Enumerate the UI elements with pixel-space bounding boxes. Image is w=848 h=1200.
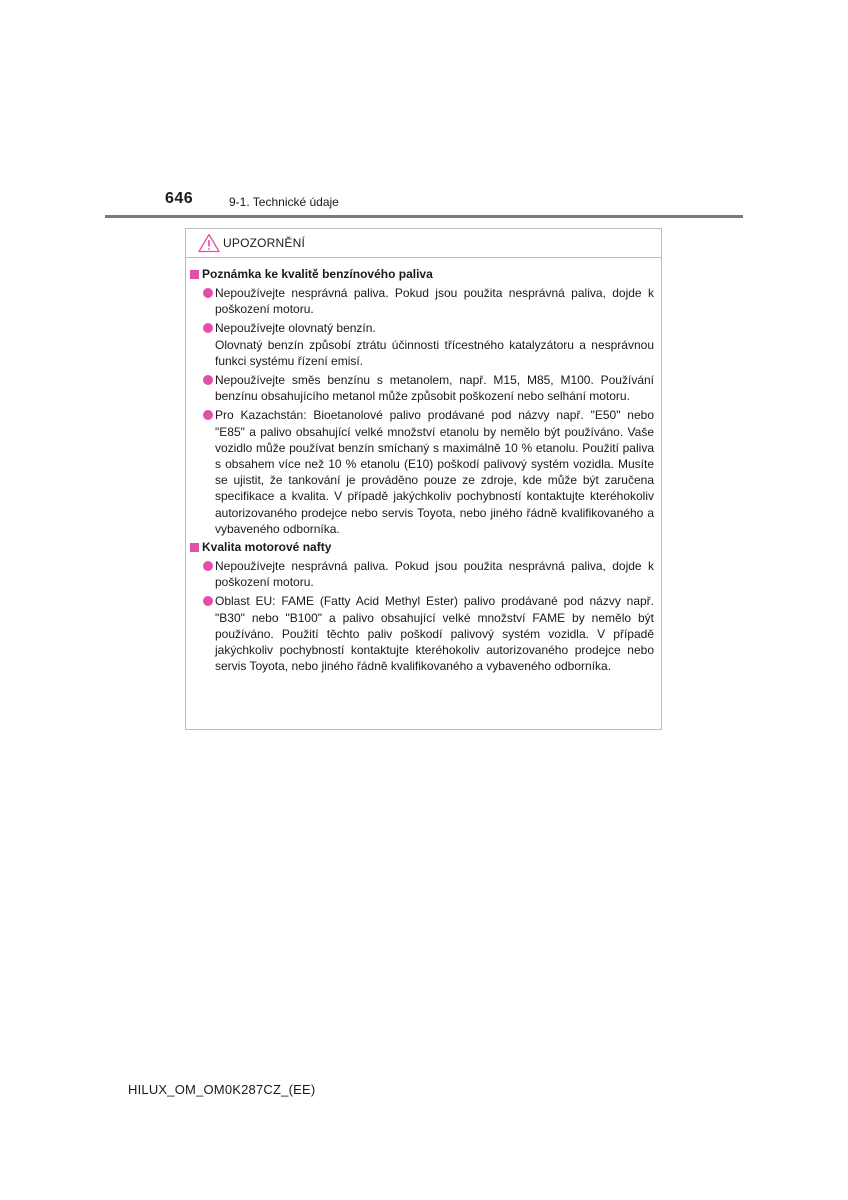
bullet-dot-icon [203, 561, 213, 571]
section-heading-text: Poznámka ke kvalitě benzínového paliva [202, 267, 433, 281]
bullet-dot-icon [203, 288, 213, 298]
list-item [190, 285, 654, 317]
page-number: 646 [165, 190, 194, 207]
list-item-text: Nepoužívejte olovnatý benzín. [215, 321, 376, 336]
list-item-text: Olovnatý benzín způsobí ztrátu účinnosti třícestného katalyzátoru a nesprávnou funkci systému řízení emisí. [215, 337, 654, 368]
warning-triangle-icon [198, 233, 220, 253]
square-bullet-icon [190, 543, 199, 552]
bullet-dot-icon [203, 375, 213, 385]
list-item-text: Nepoužívejte nesprávná paliva. Pokud jsou použita nesprávná paliva, dojde k poškození motoru. [215, 286, 654, 317]
list-item [190, 407, 654, 537]
warning-box [185, 228, 662, 730]
section-title: 9-1. Technické údaje [229, 195, 339, 209]
list-item [190, 558, 654, 590]
list-item-text: Nepoužívejte směs benzínu s metanolem, např. M15, M85, M100. Používání benzínu obsahujícího metanol může způsobit poškození nebo selhání motoru. [215, 373, 654, 404]
list-item-text: Pro Kazachstán: Bioetanolové palivo prodávané pod názvy např. "E50" nebo "E85" a palivo obsahující velké množství etanolu by nemělo být používáno. Vaše vozidlo může používat benzín smíchaný s maximálně 10 % etanolu. Použití paliva s obsahem více než 10 % etanolu (E10) poškodí palivový systém vozidla. Musíte se ujistit, že tankování je prováděno pouze ze zdroje, kde může být zaručena specifikace a kvalita. V případě jakýchkoliv pochybností kontaktujte kteréhokoliv autorizovaného prodejce nebo servis Toyota, nebo jiného řádně kvalifikovaného a vybaveného odborníka. [215, 408, 654, 536]
section-heading-diesel [190, 539, 654, 555]
header-divider [105, 215, 743, 218]
warning-header [186, 229, 661, 258]
bullet-dot-icon [203, 323, 213, 333]
section-heading-text: Kvalita motorové nafty [202, 540, 332, 555]
bullet-dot-icon [203, 410, 213, 420]
warning-body [186, 258, 661, 674]
warning-title: UPOZORNĚNÍ [223, 236, 306, 250]
list-item [190, 320, 654, 369]
list-item-text: Nepoužívejte nesprávná paliva. Pokud jsou použita nesprávná paliva, dojde k poškození motoru. [215, 559, 654, 590]
list-item [190, 372, 654, 404]
square-bullet-icon [190, 270, 199, 279]
list-item [190, 593, 654, 674]
bullet-dot-icon [203, 596, 213, 606]
document-code: HILUX_OM_OM0K287CZ_(EE) [128, 1082, 316, 1097]
list-item-text: Oblast EU: FAME (Fatty Acid Methyl Ester) palivo prodávané pod názvy např. "B30" nebo "B100" a palivo obsahující velké množství FAME by nemělo být používáno. Použití těchto paliv poškodí palivový systém vozidla. V případě jakýchkoliv pochybností kontaktujte kteréhokoliv autorizovaného prodejce nebo servis Toyota, nebo jiného řádně kvalifikovaného a vybaveného odborníka. [215, 594, 654, 674]
section-heading-petrol [190, 266, 654, 282]
